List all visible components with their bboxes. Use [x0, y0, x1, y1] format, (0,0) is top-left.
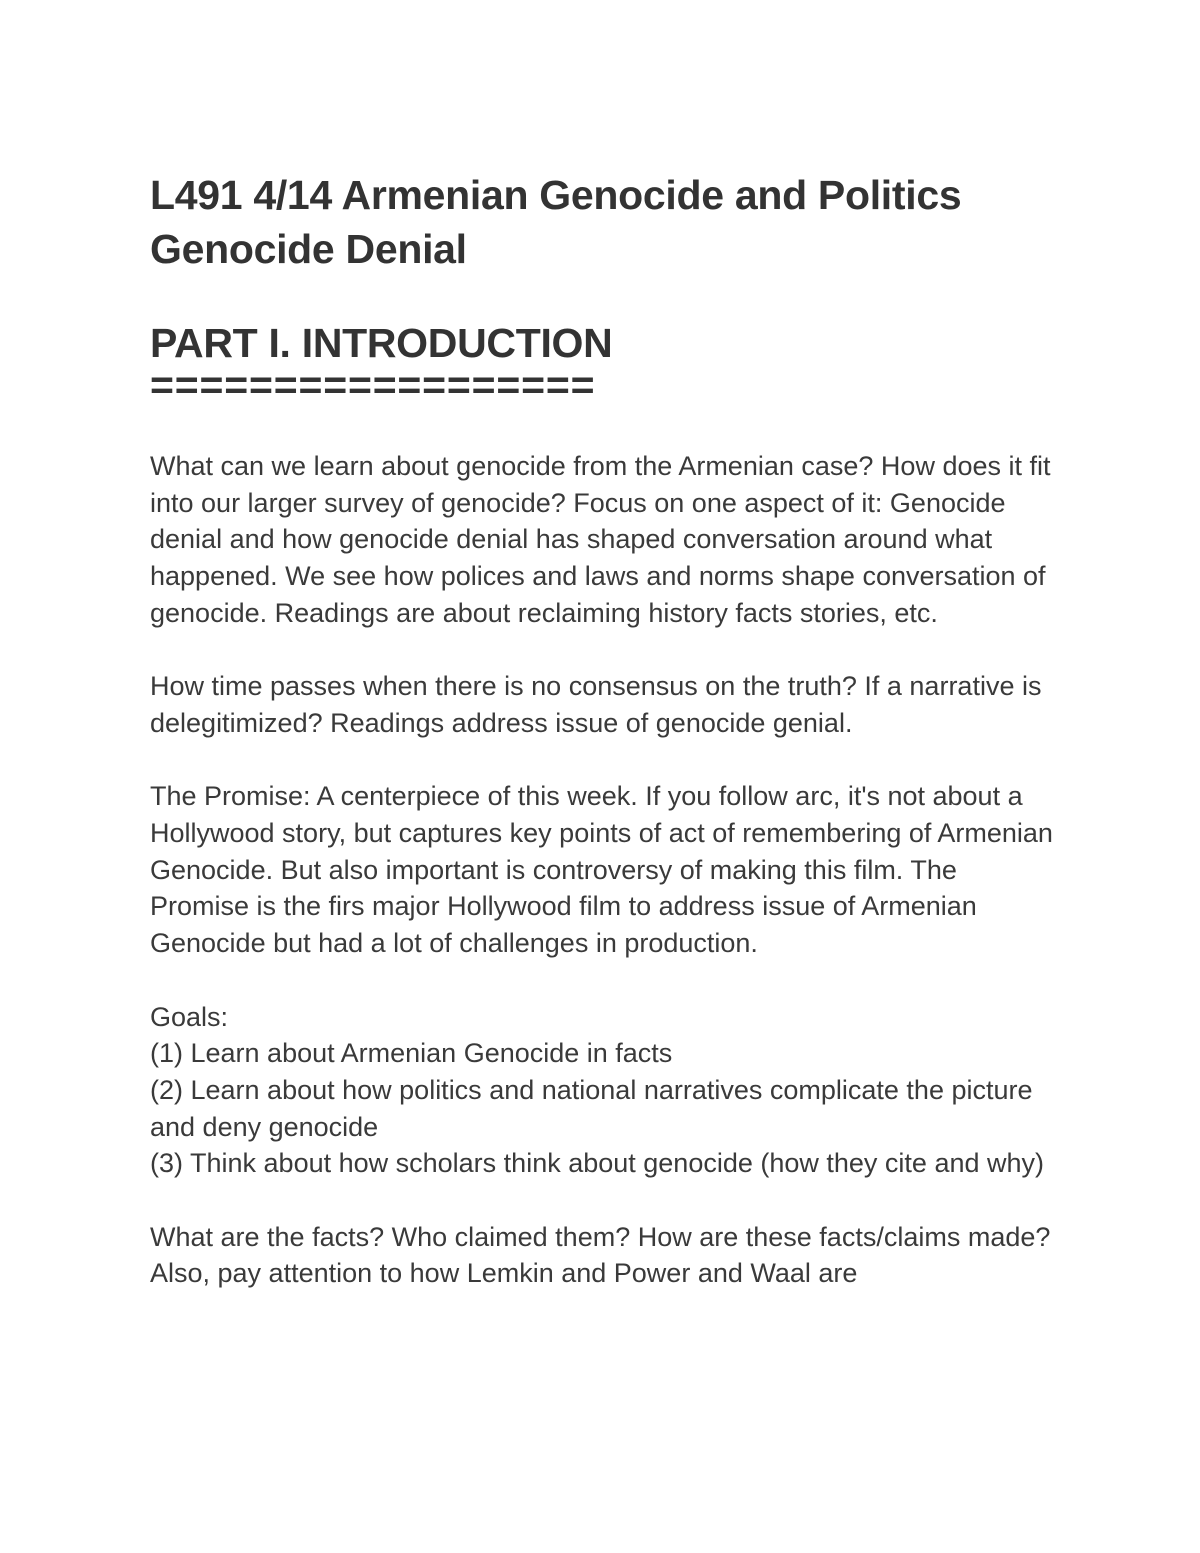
- document-title-line-1: L491 4/14 Armenian Genocide and Politics: [150, 172, 962, 218]
- document-title-line-2: Genocide Denial: [150, 226, 467, 272]
- goals-label: Goals:: [150, 1001, 229, 1032]
- goal-item-1: (1) Learn about Armenian Genocide in facts: [150, 1038, 673, 1069]
- consensus-paragraph: How time passes when there is no consensus on the truth? If a narrative is delegitimized? Readings address issue of genocide genial.: [150, 671, 1042, 738]
- intro-paragraph: What can we learn about genocide from the Armenian case? How does it fit into our larger survey of genocide? Focus on one aspect of it: Genocide denial and how genocide denial has shaped conversation around what happened. We see how polices and laws and norms shape conversation of genocide. Readings are about reclaiming history facts stories, etc.: [150, 451, 1051, 628]
- section-heading: PART I. INTRODUCTION: [150, 320, 613, 366]
- section-rule: ==================: [150, 370, 596, 408]
- goal-item-2: (2) Learn about how politics and national narratives complicate the picture and deny genocide: [150, 1074, 1033, 1142]
- closing-paragraph: What are the facts? Who claimed them? How are these facts/claims made? Also, pay attention to how Lemkin and Power and Waal are: [150, 1221, 1051, 1289]
- document-page: [150, 168, 1060, 1292]
- goal-item-3: (3) Think about how scholars think about genocide (how they cite and why): [150, 1148, 1045, 1179]
- document-title: [150, 168, 1060, 276]
- goals-section: [150, 999, 1060, 1183]
- goals-list: [150, 1035, 1060, 1182]
- the-promise-paragraph: The Promise: A centerpiece of this week. If you follow arc, it's not about a Hollywood story, but captures key points of act of remembering of Armenian Genocide. But also important is controversy of making this film. The Promise is the firs major Hollywood film to address issue of Armenian Genocide but had a lot of challenges in production.: [150, 781, 1053, 959]
